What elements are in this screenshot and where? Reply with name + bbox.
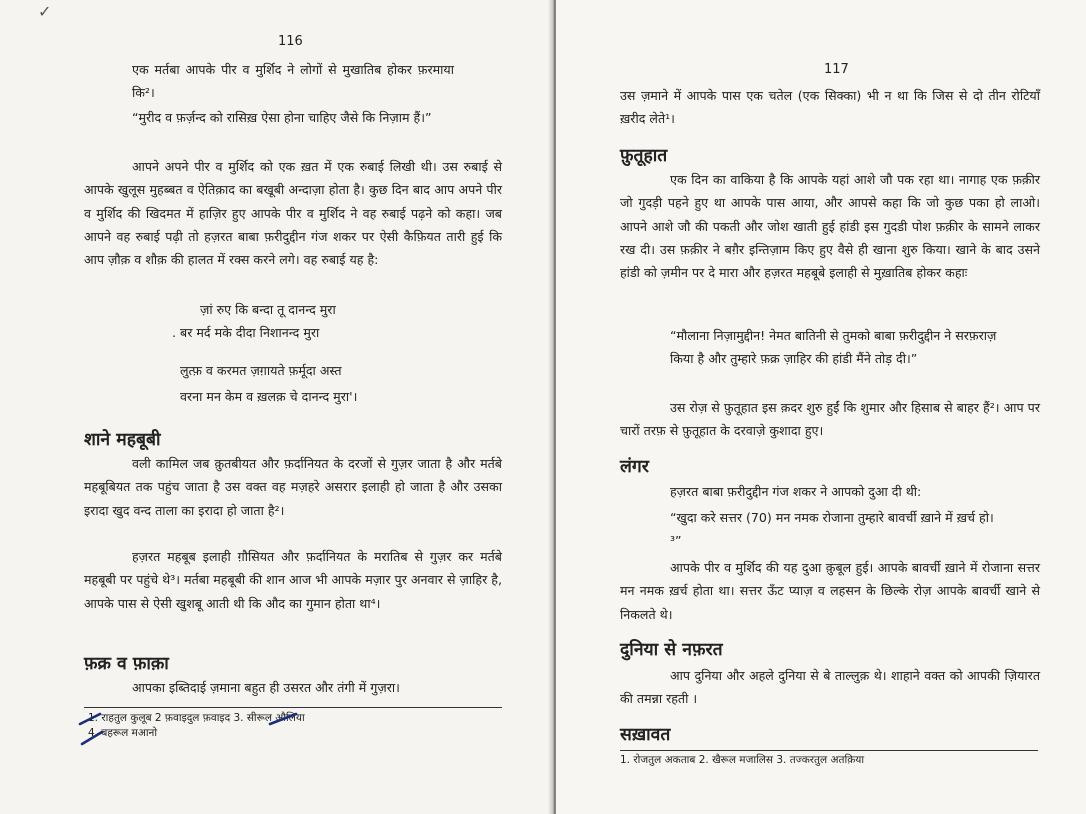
right-page-number: 117 <box>824 62 849 77</box>
left-paragraph-5: आपका इब्तिदाई ज़माना बहुत ही उसरत और तंगी में गुज़रा। <box>132 680 400 695</box>
right-paragraph-2: एक दिन का वाकिया है कि आपके यहां आशे जौ पक रहा था। नागाह एक फ़क़ीर जो गुदड़ी पहने हुए था आपके पास आया, और आपसे कहा कि जो कुछ पका हो लाओ। आपने आशे जौ की पकती और जोश खाती हुई हांडी इस गुदडी पोश फ़क़ीर के सामने लाकर रख दी। उस फ़क़ीर ने बग़ैर इन्तिज़ाम किए हुए वैसे ही खाना शुरु किया। खाने के बाद उसने हांडी को ज़मीन पर दे मारा और हज़रत महबूबे इलाही से मुख़ातिब होकर कहाः <box>620 172 1040 281</box>
left-paragraph-1: एक मर्तबा आपके पीर व मुर्शिद ने लोगों से मुखातिब होकर फ़रमाया कि²। <box>132 62 454 101</box>
right-paragraph-5: आपके पीर व मुर्शिद की यह दुआ क़ुबूल हुई। आपके बावर्ची ख़ाने में रोजाना सत्तर मन नमक ख़र्च होता था। सत्तर ऊँट प्याज़ व लहसन के छिल्के रोज़ आपके बावर्ची खाने से निकलते थे। <box>620 560 1040 622</box>
heading-duniya-se-nafrat: दुनिया से नफ़रत <box>620 640 723 660</box>
heading-langar: लंगर <box>620 457 649 477</box>
verse-line-1: ज़ां रुए कि बन्दा तू दानन्द मुरा <box>200 302 336 317</box>
heading-futuhat: फ़ुतूहात <box>620 146 668 166</box>
right-paragraph-4: हज़रत बाबा फ़रीदुद्दीन गंज शकर ने आपको दुआ दी थी: <box>670 484 922 499</box>
verse-line-3: लुत्फ़ व करमत ज़ग़ायते फ़र्मूदा अस्त <box>180 363 342 378</box>
right-page <box>556 0 1086 814</box>
left-footnote-1: 1. राहतुल कुलूब 2 फ़वाइदुल फ़वाइद 3. सीरूल औलिया <box>88 712 305 724</box>
left-paragraph-2: आपने अपने पीर व मुर्शिद को एक ख़त में एक रुबाई लिखी थी। उस रुबाई से आपके खुलूस मुहब्बत व ऐतिक़ाद का बखूबी अन्दाज़ा होता है। कुछ दिन बाद आप अपने पीर व मुर्शिद की खिदमत में हाज़िर हुए आपके पीर व मुर्शिद ने वह रुबाई पढ़ने को कहा। जब आपने वह रुबाई पढ़ी तो हज़रत बाबा फ़रीदुद्दीन गंज शकर पर ऐसी कैफ़ियत तारी हुई कि आप ज़ौक़ व शौक़ की हालत में रक्स करने लगे। वह रुबाई यह है: <box>84 159 502 268</box>
heading-sakhavat: सख़ावत <box>620 725 671 745</box>
check-mark-icon: ✓ <box>38 2 52 21</box>
right-paragraph-3: उस रोज़ से फ़ुतूहात इस क़दर शुरु हुईं कि शुमार और हिसाब से बाहर हैं²। आप पर चारों तरफ़ से फ़ुतूहात के दरवाज़े कुशादा हुए। <box>620 400 1040 439</box>
verse-line-2: . बर मर्द मके दीदा निशानन्द मुरा <box>172 325 320 340</box>
right-paragraph-1: उस ज़माने में आपके पास एक चतेल (एक सिक्का) भी न था कि जिस से दो तीन रोटियाँ ख़रीद लेते¹। <box>620 88 1040 127</box>
right-footnote-1: 1. रोजतुल अकताब 2. खैरूल मजालिस 3. तज्करतुल अतक़िया <box>620 754 865 766</box>
heading-fakr-va-faka: फ़क्र व फ़ाक़ा <box>84 654 169 674</box>
left-quote-1: “मुरीद व फ़र्ज़न्द को रासिख़ ऐसा होना चाहिए जैसे कि निज़ाम हैं।” <box>132 110 432 125</box>
left-page-number: 116 <box>278 34 303 49</box>
pen-annotation-icon <box>74 706 304 748</box>
left-paragraph-3: वली कामिल जब क़ुतबीयत और फ़र्दानियत के दरजों से गुज़र जाता है और मर्तबे महबूबियत तक पहुंच जाता है उस वक्त वह मज़हरे असरार इलाही हो जाता है और उसका इरादा खुद वन्द ताला का इरादा हो जाता है²। <box>84 456 502 518</box>
right-quote-1: “मौलाना निज़ामुद्दीन! नेमत बातिनी से तुमको बाबा फ़रीदुद्दीन ने सरफ़राज़ किया है और तुम्हारे फ़क्र ज़ाहिर की हांडी मैंने तोड़ दी।” <box>670 328 997 367</box>
left-footnote-2: 4. बहरूल मआनो <box>88 727 158 739</box>
left-paragraph-4: हज़रत महबूब इलाही ग़ौसियत और फ़र्दानियत के मरातिब से गुज़र कर मर्तबे महबूबी पर पहुंचे थे³। मर्तबा महबूबी की शान आज भी आपके मज़ार पुर अनवार से ज़ाहिर है, आपके पास से ऐसी खुशबू आती थी कि औद का गुमान होता था⁴। <box>84 549 502 611</box>
heading-shane-mahboobi: शाने महबूबी <box>84 430 161 450</box>
right-quote-2: “खुदा करे सत्तर (70) मन नमक रोजाना तुम्हारे बावर्ची ख़ाने में ख़र्च हो।³” <box>670 510 994 549</box>
right-paragraph-6: आप दुनिया और अहले दुनिया से बे ताल्लुक़ थे। शाहाने वक्त को आपकी ज़ियारत की तमन्ना रहती । <box>620 668 1040 707</box>
right-footnote-divider <box>620 750 1038 751</box>
verse-line-4: वरना मन केम व ख़लक़ चे दानन्द मुरा'। <box>180 389 358 404</box>
